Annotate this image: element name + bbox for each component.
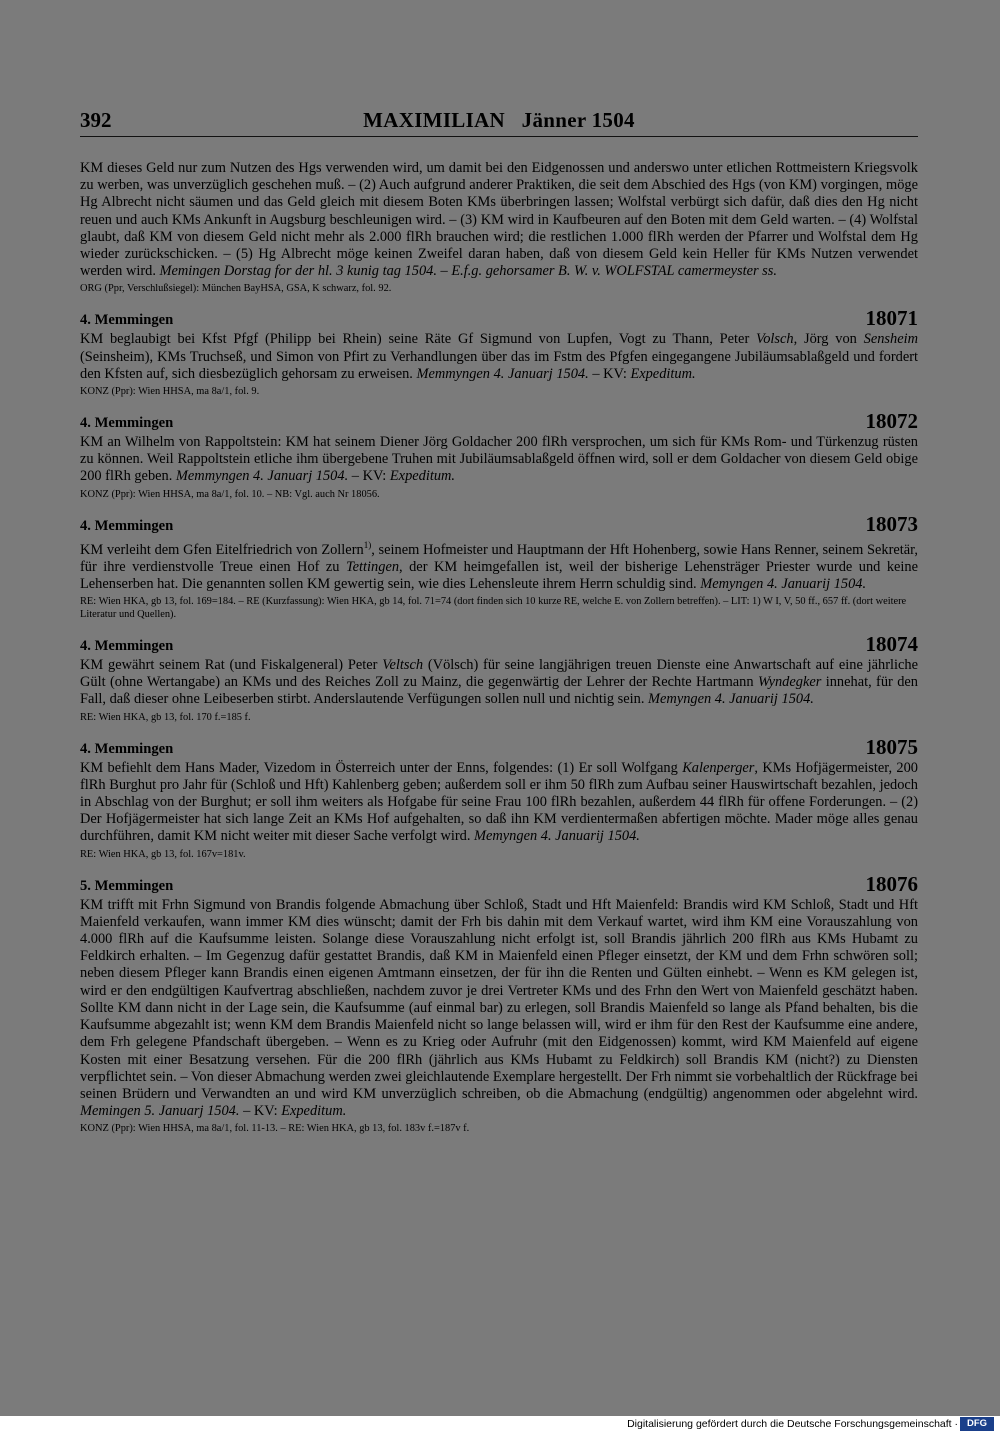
entry-source: RE: Wien HKA, gb 13, fol. 170 f.=185 f. (80, 711, 251, 723)
entry-source: ORG (Ppr, Verschlußsiegel): München BayHSA, GSA, K schwarz, fol. 92. (80, 283, 392, 295)
continuation-entry (80, 160, 918, 295)
regest-entry-18074 (80, 632, 918, 724)
entry-source: RE: Wien HKA, gb 13, fol. 167v=181v. (80, 848, 246, 860)
entry-text (80, 160, 918, 280)
text-segment: , seinem Hofmeister und Hauptmann der Hft Hohenberg, sowie Hans Renner, seinem Sekretär, für ihre verdienstvolle Treue einen Hof zu (80, 541, 918, 575)
entry-date: 4. Memmingen (80, 740, 174, 757)
entry-number: 18076 (865, 871, 918, 896)
text-segment: (Seinsheim), KMs Truchseß, und Simon von Pfirt zu Verhandlungen über das im Fstm des Pfgfen eingegangene Jubiläumsablaßgeld und fordert den Kfsten auf, sich diesbezüglich gehorsam zu erweisen. (80, 348, 918, 382)
regest-entry-18076 (80, 871, 918, 1136)
entry-source: RE: Wien HKA, gb 13, fol. 169=184. – RE (Kurzfassung): Wien HKA, gb 14, fol. 71=74 (dort finden sich 10 kurze RE, welche E. von Zollern betreffen). – LIT: 1) W I, V, 50 ff., 657 ff. (dort weitere Literatur und Quellen). (80, 596, 907, 621)
italic-text-segment: Memyngen 4. Januarij 1504. (648, 691, 814, 708)
regest-entry-18072 (80, 409, 918, 501)
entry-number: 18073 (865, 511, 918, 536)
entry-text (80, 897, 918, 1121)
header-rule (80, 136, 918, 137)
entry-number: 18071 (865, 306, 918, 331)
text-segment: KM befiehlt dem Hans Mader, Vizedom in Österreich unter der Enns, folgendes: (1) Er soll Wolfgang (80, 759, 683, 776)
page-header (80, 108, 918, 136)
italic-text-segment: Volsch (756, 331, 794, 348)
italic-text-segment: Memingen Dorstag for der hl. 3 kunig tag 1504. – E.f.g. gehorsamer B. W. v. WOLFSTAL camermeyster ss. (159, 263, 777, 280)
text-segment: innehat, für den Fall, daß dieser ohne Leibeserben stirbt. Anderslautende Verfügungen sollen null und nichtig sein. (80, 674, 918, 708)
italic-text-segment: Memyngen 4. Januarij 1504. (474, 828, 640, 845)
entry-text (80, 331, 918, 383)
entry-text (80, 760, 918, 846)
entry-source: KONZ (Ppr): Wien HHSA, ma 8a/1, fol. 9. (80, 386, 260, 398)
page-number: 392 (80, 108, 112, 132)
text-segment: KM dieses Geld nur zum Nutzen des Hgs verwenden wird, um damit bei den Eidgenossen und anderswo unter etlichen Rottmeistern Kriegsvolk zu werben, was unverzüglich geschehen muß. – (2) Auch aufgrund anderer Praktiken, die seit dem Abschied des Hgs (von KM) vorgingen, möge Hg Albrecht nicht säumen und das Geld gleich mit diesem Boten KMs überbringen lassen; Wolfstal verbürgt sich dafür, daß dies den Hg nicht reuen und auch KMs Ankunft in Augsburg beschleunigen wird. – (3) KM wird in Kaufbeuren auf den Boten mit dem Geld warten. – (4) Wolfstal glaubt, daß KM von diesem Geld nicht mehr als 2.000 flRh brauchen wird; die restlichen 1.000 flRh werden der Pfarrer und Wolfstal dem Hg wieder zurückschicken. – (5) Hg Albrecht möge keinen Zweifel daran haben, daß von diesem Geld kein Heller für KMs Nutzen verwendet werden wird. (80, 160, 918, 280)
entry-text (80, 537, 918, 593)
text-segment: KM gewährt seinem Rat (und Fiskalgeneral) Peter (80, 657, 383, 674)
document-body (80, 160, 918, 1135)
italic-text-segment: Wyndegker (757, 674, 822, 691)
regest-entry-18075 (80, 734, 918, 861)
italic-text-segment: Tettingen (345, 558, 400, 575)
text-segment: – KV: (348, 468, 390, 485)
entry-date: 4. Memmingen (80, 638, 174, 655)
italic-text-segment: Expeditum. (281, 1103, 347, 1120)
italic-text-segment: Memyngen 4. Januarij 1504. (700, 575, 867, 592)
italic-text-segment: Kalenperger (682, 759, 755, 776)
running-title: MAXIMILIAN Jänner 1504 (363, 108, 635, 132)
text-segment: KM an Wilhelm von Rappoltstein: KM hat seinem Diener Jörg Goldacher 200 flRh versprochen, um sich für KMs Rom- und Türkenzug rüsten zu können. Weil Rappoltstein etliche ihm übergebene Truhen mit Jubiläumsablaßgeld öffnen wird, soll er dem Goldacher von diesem Geld obige 200 flRh geben. (80, 434, 918, 485)
text-segment: – KV: (239, 1103, 282, 1120)
text-segment: , KMs Hofjägermeister, 200 flRh Burghut pro Jahr für (Schloß und Hft) Kahlenberg geben; außerdem soll er ihm 50 flRh zum Aufbau seiner Hauswirtschaft bezahlen, jedoch in Abschlag von der Burghut; er soll ihm weiters als Hofgabe für seine Frau 100 flRh bezahlen, außerdem 44 flRh für offene Forderungen. – (2) Der Hofjägermeister hat sich lange Zeit an KMs Hof aufgehalten, so daß ihn KM verdientermaßen abfertigen möchte. Mader möge alles genau durchführen, damit KM nicht weiter mit dieser Sache verfolgt wird. (80, 759, 918, 845)
text-segment: KM beglaubigt bei Kfst Pfgf (Philipp bei Rhein) seine Räte Gf Sigmund von Lupfen, Vogt zu Thann, Peter (80, 331, 757, 348)
entry-number: 18074 (865, 632, 918, 657)
entry-date: 4. Memmingen (80, 312, 174, 329)
italic-text-segment: Sensheim (863, 331, 919, 348)
entry-text (80, 657, 918, 709)
entry-date: 4. Memmingen (80, 415, 174, 432)
italic-text-segment: Memmyngen 4. Januarj 1504. (416, 365, 589, 382)
text-segment: (Völsch) für seine langjährigen treuen Dienste eine Anwartschaft auf eine jährliche Gült (ohne Wertangabe) an KMs und des Reiches Zoll zu Mainz, die gegenwärtig der Lehrer der Rechte Hartmann (80, 657, 918, 691)
italic-text-segment: Veltsch (382, 657, 424, 674)
entry-number: 18075 (865, 734, 918, 759)
italic-text-segment: Memingen 5. Januarj 1504. (80, 1103, 240, 1120)
entry-source: KONZ (Ppr): Wien HHSA, ma 8a/1, fol. 11-13. – RE: Wien HKA, gb 13, fol. 183v f.=187v f. (80, 1123, 470, 1135)
entry-source: KONZ (Ppr): Wien HHSA, ma 8a/1, fol. 10. – NB: Vgl. auch Nr 18056. (80, 488, 380, 500)
italic-text-segment: Expeditum. (389, 468, 456, 485)
funding-credit: Digitalisierung gefördert durch die Deutsche Forschungsgemeinschaft · (627, 1418, 958, 1430)
text-segment: – KV: (588, 365, 631, 382)
dfg-logo[interactable]: DFG (960, 1417, 994, 1431)
footer-bar (0, 1416, 1000, 1434)
entry-date: 4. Memmingen (80, 517, 174, 534)
text-segment: KM trifft mit Frhn Sigmund von Brandis folgende Abmachung über Schloß, Stadt und Hft Maienfeld: Brandis wird KM Schloß, Stadt und Hft Maienfeld verkaufen, wann immer KM dies wünscht; damit der Frh bis dahin mit dem Verkauf wartet, wird ihm KM eine Vorauszahlung von 4.000 flRh auf die Kaufsumme leisten. Solange diese Vorauszahlung nicht erfolgt ist, soll Brandis jährlich 200 flRh aus KMs Hubamt zu Feldkirch erhalten. – Im Gegenzug dafür gestattet Brandis, daß KM in Maienfeld einen Pfleger einsetzt, der KM und dem Frhn schwören soll; neben diesem Pfleger kann Brandis einen eigenen Amtmann einsetzen, der für ihn die Renten und Gülten einhebt. – Wenn es KM gelegen ist, wird er den endgültigen Kaufvertrag abschließen, nachdem zuvor je drei Vertreter KMs und des Frhn den Wert von Maienfeld geschätzt haben. Sollte KM dann nicht in der Lage sein, die Kaufsumme (auf einmal bar) zu erlegen, soll Brandis Maienfeld so lange als Pfand behalten, bis die Kaufsumme abgezahlt ist; wenn KM dem Brandis Maienfeld nicht so lange belassen will, wird er ihm für den Rest der Kaufsumme eine andere, dem Frh gelegene Pfandschaft übergeben. – Wenn es zu Krieg oder Aufruhr (mit den Eidgenossen) kommt, wird KM Maienfeld auf eigene Kosten mit einer Besatzung versehen. Für die 200 flRh (jährlich aus KMs Hubamt zu Feldkirch) soll Brandis KM (nicht?) zu Diensten verpflichtet sein. – Von dieser Abmachung werden zwei gleichlautende Exemplare hergestellt. Der Frh nimmt sie vorbehaltlich der Rückfrage bei seinen Brüdern und Verwandten an und wird KM unverzüglich schreiben, ob die Abmachung (endgültig) angenommen oder abgelehnt wird. (80, 896, 918, 1102)
text-segment: 1) (363, 539, 372, 550)
text-segment: , der KM heimgefallen ist, weil der bisherige Lehensträger Priester wurde und keine Lehenserben hat. Die genannten sollen KM gewertig sein, wie dies Lehensleute ihrem Herrn schuldig sind. (80, 558, 918, 592)
regest-entry-18073 (80, 511, 918, 621)
entry-date: 5. Memmingen (80, 877, 174, 894)
italic-text-segment: Expeditum. (630, 365, 696, 382)
italic-text-segment: Memmyngen 4. Januarj 1504. (175, 468, 349, 485)
entry-text (80, 434, 918, 486)
regest-entry-18071 (80, 306, 919, 398)
text-segment: KM verleiht dem Gfen Eitelfriedrich von Zollern (80, 541, 364, 558)
text-segment: , Jörg von (793, 331, 864, 348)
entry-number: 18072 (865, 409, 918, 434)
